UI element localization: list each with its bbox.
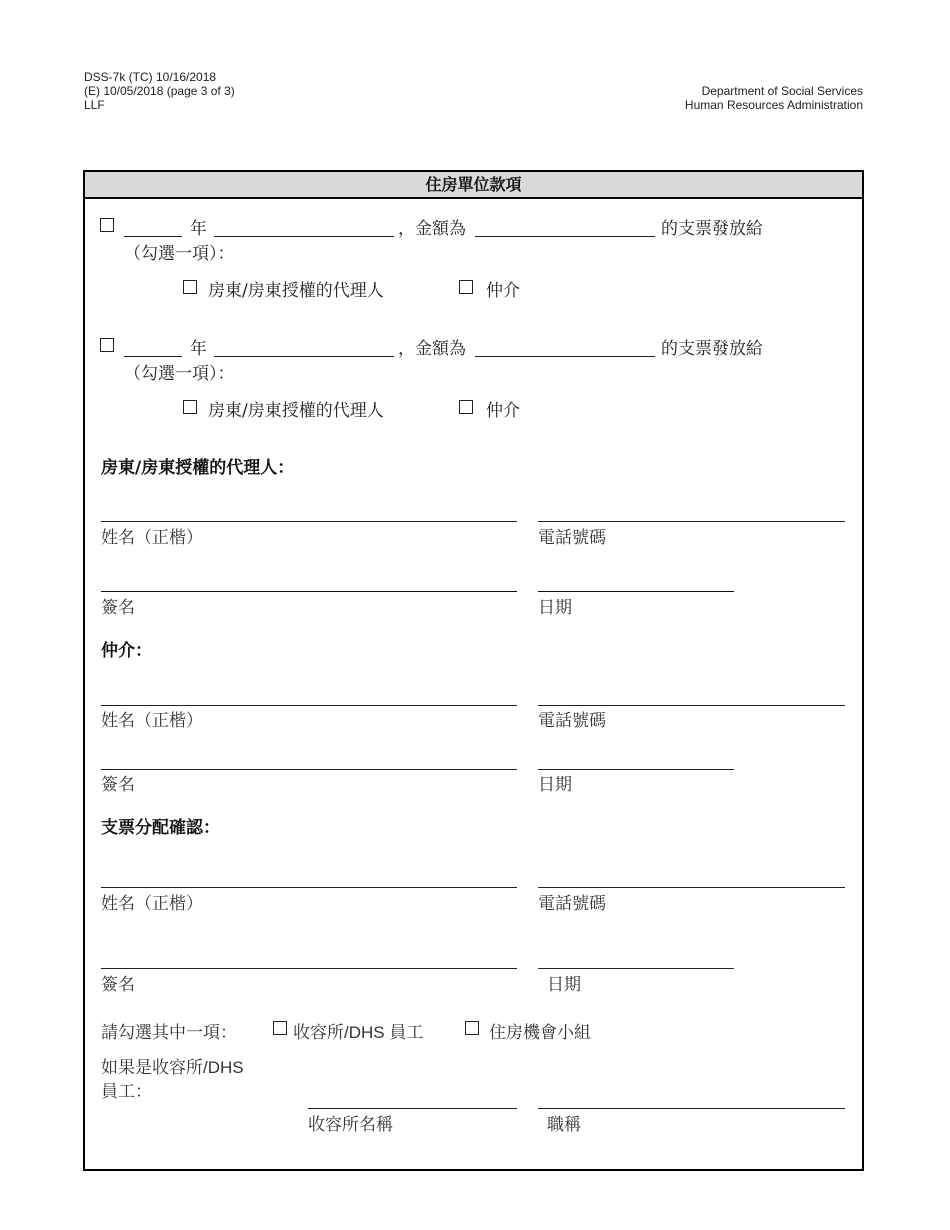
broker-date-field[interactable]	[538, 769, 734, 770]
housing-unit-checkbox[interactable]	[465, 1021, 479, 1035]
payment-1-broker-checkbox[interactable]	[459, 280, 473, 294]
payment-1-broker-label: 仲介	[486, 281, 520, 301]
broker-name-label: 姓名（正楷）	[101, 711, 203, 731]
confirmation-signature-label: 簽名	[101, 975, 135, 995]
payment-2-year-label: 年	[190, 339, 207, 359]
broker-signature-field[interactable]	[101, 769, 517, 770]
landlord-date-field[interactable]	[538, 591, 734, 592]
landlord-name-field[interactable]	[101, 521, 517, 522]
payment-2-landlord-checkbox[interactable]	[183, 400, 197, 414]
broker-phone-label: 電話號碼	[538, 711, 606, 731]
broker-name-field[interactable]	[101, 705, 517, 706]
shelter-staff-checkbox[interactable]	[273, 1021, 287, 1035]
form-id-line: DSS-7k (TC) 10/16/2018	[84, 70, 217, 84]
form-title: 住房單位款項	[85, 172, 862, 199]
broker-phone-field[interactable]	[538, 705, 845, 706]
payment-1-landlord-checkbox[interactable]	[183, 280, 197, 294]
shelter-name-field[interactable]	[308, 1108, 517, 1109]
payment-2-issued-to-label: 的支票發放給	[661, 339, 763, 359]
if-shelter-label-line1: 如果是收容所/DHS	[101, 1058, 244, 1077]
payment-1-month-field[interactable]	[214, 236, 394, 237]
agency-subname: Human Resources Administration	[684, 98, 863, 112]
payment-1-amount-label: ，金額為	[398, 219, 466, 239]
agency-name: Department of Social Services	[701, 84, 863, 98]
payment-2-checkbox[interactable]	[100, 338, 114, 352]
job-title-label: 職稱	[547, 1115, 581, 1135]
shelter-staff-label: 收容所/DHS 員工	[293, 1023, 424, 1042]
broker-section-title: 仲介：	[101, 641, 152, 661]
payment-1-amount-field[interactable]	[475, 236, 655, 237]
confirmation-name-label: 姓名（正楷）	[101, 894, 203, 914]
payment-1-checkbox[interactable]	[100, 218, 114, 232]
confirmation-phone-label: 電話號碼	[538, 894, 606, 914]
payment-2-amount-label: ，金額為	[398, 339, 466, 359]
landlord-section-title: 房東/房東授權的代理人：	[101, 458, 295, 478]
confirmation-phone-field[interactable]	[538, 887, 845, 888]
landlord-name-label: 姓名（正楷）	[101, 528, 203, 548]
agency-block	[685, 84, 863, 112]
payment-1-year-label: 年	[190, 219, 207, 239]
if-shelter-label-line2: 員工：	[101, 1082, 152, 1102]
shelter-name-label: 收容所名稱	[308, 1115, 393, 1135]
confirmation-section-title: 支票分配確認：	[101, 818, 220, 838]
form-date-line: (E) 10/05/2018 (page 3 of 3)	[84, 84, 235, 98]
form-id-block	[84, 70, 235, 112]
payment-1-issued-to-label: 的支票發放給	[661, 219, 763, 239]
landlord-phone-label: 電話號碼	[538, 528, 606, 548]
payment-1-landlord-label: 房東/房東授權的代理人	[208, 281, 384, 301]
payment-2-broker-checkbox[interactable]	[459, 400, 473, 414]
staff-type-prompt: 請勾選其中一項：	[101, 1023, 237, 1043]
landlord-signature-field[interactable]	[101, 591, 517, 592]
payment-1-year-field[interactable]	[124, 236, 182, 237]
confirmation-date-field[interactable]	[538, 968, 734, 969]
confirmation-date-label: 日期	[547, 975, 581, 995]
payment-2-landlord-label: 房東/房東授權的代理人	[208, 401, 384, 421]
landlord-signature-label: 簽名	[101, 598, 135, 618]
landlord-phone-field[interactable]	[538, 521, 845, 522]
payment-2-amount-field[interactable]	[475, 356, 655, 357]
confirmation-name-field[interactable]	[101, 887, 517, 888]
payment-2-broker-label: 仲介	[486, 401, 520, 421]
form-code-line: LLF	[84, 98, 105, 112]
payment-1-choose-one: （勾選一項）：	[124, 244, 235, 264]
payment-2-year-field[interactable]	[124, 356, 182, 357]
broker-date-label: 日期	[538, 775, 572, 795]
payment-2-month-field[interactable]	[214, 356, 394, 357]
job-title-field[interactable]	[538, 1108, 845, 1109]
housing-unit-label: 住房機會小組	[489, 1023, 591, 1043]
landlord-date-label: 日期	[538, 598, 572, 618]
confirmation-signature-field[interactable]	[101, 968, 517, 969]
payment-2-choose-one: （勾選一項）：	[124, 364, 235, 384]
broker-signature-label: 簽名	[101, 775, 135, 795]
